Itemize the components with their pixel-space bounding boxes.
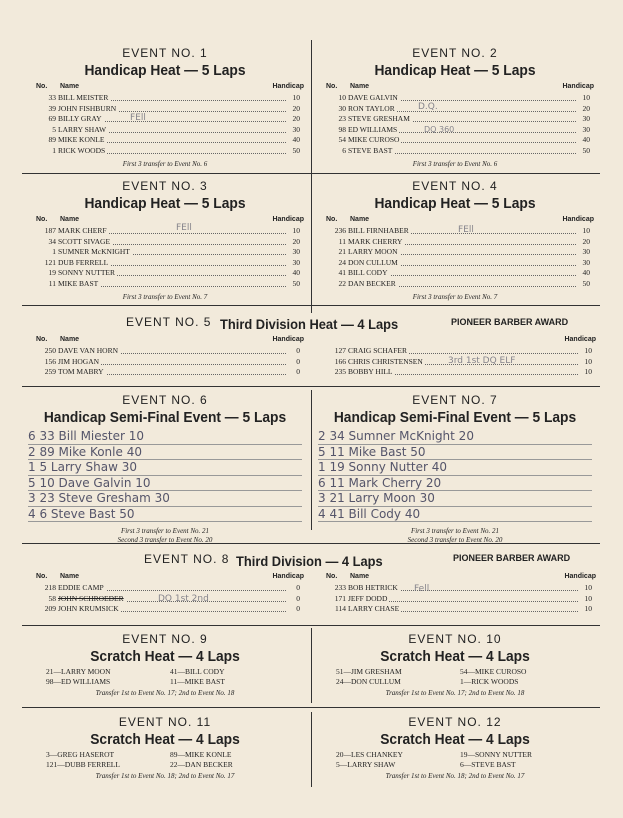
event-title: Third Division Heat — 4 Laps [220,316,399,332]
handwritten-note: DQ 1st 2nd [158,594,209,604]
event-title: Scratch Heat — 4 Laps [90,731,240,748]
column-header: No. Name Handicap [326,216,594,223]
handwritten-note: FEll [130,113,146,123]
transfer-note: Transfer 1st to Event No. 17; 2nd to Event No. 18 [95,689,235,697]
entry-row: 235 BOBBY HILL 10 [334,367,592,376]
entry-row: 20—LES CHANKEY 19—SONNY NUTTER [336,750,533,759]
entry-row: 250 DAVE VAN HORN 0 [44,346,300,355]
entry-row: 171 JEFF DODD 10 [334,593,592,603]
award-name: PIONEER BARBER AWARD [451,317,569,327]
column-header: No. Name Handicap [36,336,304,343]
entry-row: 54 MIKE CUROSO 40 [338,135,590,144]
entry-row: 21—LARRY MOON 41—BILL CODY [46,667,225,676]
transfer-note: First 3 transfer to Event No. 7 [412,293,498,301]
event-number: EVENT NO. 3 [122,179,208,193]
handwritten-entry: 1 19 Sonny Nutter 40 [318,460,592,476]
entry-row: 24—DON CULLUM 1—RICK WOODS [336,677,519,686]
handwritten-entry: 6 33 Bill Miester 10 [28,429,302,445]
entry-row: 11 MARK CHERRY 20 [338,236,590,246]
entry-row: 41 BILL CODY 40 [338,268,590,277]
event-3-panel [22,179,308,309]
event-number: EVENT NO. 6 [122,393,208,407]
entry-row: 121 DUB FERRELL 30 [44,257,300,267]
event-number: EVENT NO. 11 [118,715,212,729]
entry-row: 30 RON TAYLOR 20 [338,103,590,113]
handwritten-entry: 3 21 Larry Moon 30 [318,491,592,507]
handwritten-entry: 5 10 Dave Galvin 10 [28,476,302,492]
entry-row: 89 MIKE KONLE 40 [48,135,300,144]
handwritten-note: D.Q. [418,102,438,112]
entry-row: 33 BILL MEISTER 10 [48,93,300,102]
event-title: Handicap Heat — 5 Laps [374,62,536,79]
event-title: Handicap Heat — 5 Laps [374,195,536,212]
entry-row: 121—DUBB FERRELL 22—DAN BECKER [46,760,233,769]
entry-row: 5 LARRY SHAW 30 [52,124,300,134]
column-header: Handicap [564,336,596,343]
event-6-panel [22,393,308,552]
entry-row: 1 SUMNER McKNIGHT 30 [52,247,300,256]
transfer-note: First 3 transfer to Event No. 7 [122,293,208,301]
entry-row: 218 EDDIE CAMP 0 [44,583,300,592]
entry-row: 236 BILL FIRNHABER 10 [334,226,590,235]
handwritten-entry: 2 34 Sumner McKnight 20 [318,429,592,445]
event-number: EVENT NO. 12 [408,715,502,729]
award-name: PIONEER BARBER AWARD [453,553,571,563]
event-number: EVENT NO. 4 [412,179,498,193]
transfer-note: Transfer 1st to Event No. 18; 2nd to Event No. 17 [95,772,235,780]
column-header: No. Name Handicap [326,573,596,580]
entry-row: 98 ED WILLIAMS 30 [338,124,590,134]
entry-row: 24 DON CULLUM 30 [338,257,590,267]
entry-row: 5—LARRY SHAW 6—STEVE BAST [336,760,516,769]
event-title: Third Division — 4 Laps [236,553,383,569]
entry-row: 11 MIKE BAST 50 [48,278,300,288]
event-title: Scratch Heat — 4 Laps [90,648,240,665]
handwritten-note: Fell [414,584,430,594]
entry-row: 187 MARK CHERF 10 [44,226,300,235]
event-4-panel [312,179,598,309]
entry-row: 114 LARRY CHASE 10 [335,604,592,613]
transfer-note: First 3 transfer to Event No. 21 Second 3 transfer to Event No. 20 [407,527,503,544]
event-number: EVENT NO. 9 [122,632,208,646]
transfer-note: First 3 transfer to Event No. 21 Second 3 transfer to Event No. 20 [117,527,213,544]
entry-row: 34 SCOTT SIVAGE 20 [48,236,300,246]
event-12-panel [312,715,598,788]
entry-row: 69 BILLY GRAY 20 [48,114,300,123]
transfer-note: Transfer 1st to Event No. 18; 2nd to Event No. 17 [385,772,525,780]
entry-row: 10 DAVE GALVIN 10 [338,93,590,102]
entry-row: 166 CHRIS CHRISTENSEN 10 [334,356,592,366]
column-header: No. Name Handicap [36,573,304,580]
column-header: No. Name Handicap [36,216,304,223]
event-2-panel [312,46,598,176]
entry-row: 127 CRAIG SCHAFER 10 [334,346,592,355]
event-11-panel [22,715,308,788]
handwritten-entry: 1 5 Larry Shaw 30 [28,460,302,476]
event-title: Handicap Heat — 5 Laps [84,195,246,212]
entry-row: 1 RICK WOODS 50 [52,145,300,155]
entry-row: 98—ED WILLIAMS 11—MIKE BAST [46,677,225,686]
entry-row: 233 BOB HETRICK 10 [334,583,592,592]
entry-row: 51—JIM GRESHAM 54—MIKE CUROSO [336,667,527,676]
handwritten-entry: 5 11 Mike Bast 50 [318,445,592,461]
event-7-panel [312,393,598,552]
event-1-panel [22,46,308,176]
event-9-panel [22,632,308,705]
handwritten-note: FEll [458,225,474,235]
entry-row: 39 JOHN FISHBURN 20 [48,103,300,113]
entry-row: 23 STEVE GRESHAM 30 [338,114,590,123]
event-8-panel [22,547,600,623]
handwritten-entry: 4 6 Steve Bast 50 [28,507,302,523]
event-title: Handicap Semi-Final Event — 5 Laps [333,409,577,426]
handwritten-entry: 3 23 Steve Gresham 30 [28,491,302,507]
event-number: EVENT NO. 2 [412,46,498,60]
event-title: Handicap Heat — 5 Laps [84,62,246,79]
event-number: EVENT NO. 8 [144,552,230,566]
handwritten-note: FEll [176,223,192,233]
event-number: EVENT NO. 1 [122,46,208,60]
entry-row: 259 TOM MABRY 0 [44,367,300,376]
entry-row: 19 SONNY NUTTER 40 [48,268,300,277]
column-header: No. Name Handicap [36,83,304,90]
event-title: Handicap Semi-Final Event — 5 Laps [43,409,287,426]
entry-row: 21 LARRY MOON 30 [338,247,590,256]
entry-row: 58 JOHN SCHROEDER 0 [48,593,300,603]
handwritten-note: 3rd 1st DQ ELF [448,356,516,366]
transfer-note: Transfer 1st to Event No. 17; 2nd to Event No. 18 [385,689,525,697]
entry-row: 209 JOHN KRUMSICK 0 [44,604,300,613]
event-number: EVENT NO. 5 [126,315,212,329]
handwritten-entry: 4 41 Bill Cody 40 [318,507,592,523]
event-number: EVENT NO. 7 [412,393,498,407]
handwritten-entry: 2 89 Mike Konle 40 [28,445,302,461]
entry-row: 6 STEVE BAST 50 [342,145,590,155]
column-header: No. Name Handicap [326,83,594,90]
event-number: EVENT NO. 10 [408,632,502,646]
event-title: Scratch Heat — 4 Laps [380,731,530,748]
transfer-note: First 3 transfer to Event No. 6 [412,160,498,168]
handwritten-note: DQ 360 [424,125,455,134]
entry-row: 156 JIM HOGAN 0 [44,356,300,366]
event-title: Scratch Heat — 4 Laps [380,648,530,665]
transfer-note: First 3 transfer to Event No. 6 [122,160,208,168]
entry-row: 22 DAN BECKER 50 [338,278,590,288]
handwritten-entry: 6 11 Mark Cherry 20 [318,476,592,492]
event-5-panel [22,309,600,385]
entry-row: 3—GREG HASEROT 89—MIKE KONLE [46,750,232,759]
event-10-panel [312,632,598,705]
